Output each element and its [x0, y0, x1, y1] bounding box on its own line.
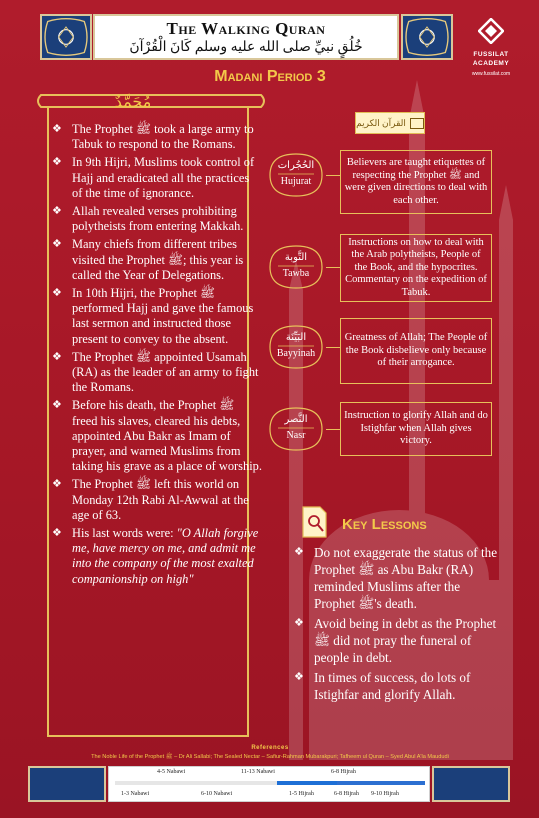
- surah-badge-nasr: [266, 404, 326, 454]
- timeline-label: 1-3 Nabawi: [121, 791, 150, 797]
- surah-english: Tawba: [282, 268, 310, 279]
- surah-badge-bayyinah: [266, 322, 326, 372]
- surah-summary-bayyinah: [340, 318, 492, 384]
- document-search-icon: [300, 505, 330, 539]
- references-text: The Noble Life of the Prophet ﷺ – Dr Ali Sallabi; The Sealed Nectar – Safiur-Rahman Mubarakpuri; Tafheem ul Quran – Syed Abul A'la Maududi: [91, 754, 449, 760]
- surah-badge-hujurat: [266, 150, 326, 200]
- surah-arabic: النَّصر: [284, 414, 308, 425]
- timeline-label: 6-8 Hijrah: [331, 769, 356, 775]
- timeline-label: 4-5 Nabawi: [157, 769, 186, 775]
- surah-summary-text: Instruction to glorify Allah and do Istighfar when Allah gives victory.: [344, 410, 488, 447]
- badge-frame-icon: [266, 404, 326, 454]
- key-lessons-title: Key Lessons: [342, 516, 427, 533]
- timeline-left-ornament-icon: [28, 766, 106, 802]
- badge-frame-icon: [266, 322, 326, 372]
- scroll-heading: مُحَمَّدٌ: [114, 94, 152, 111]
- connector-line: [326, 347, 340, 348]
- connector-line: [326, 175, 340, 176]
- list-item: ❖ In 9th Hijri, Muslims took control of Hajj and eradicated all the practices of the time of ignorance.: [50, 155, 262, 201]
- list-item: ❖ In times of success, do lots of Istighfar and glorify Allah.: [292, 669, 504, 703]
- badge-frame-icon: [266, 242, 326, 292]
- quran-label-text: القرآن الكريم: [356, 117, 406, 128]
- list-item: ❖ The Prophet ﷺ took a large army to Tabuk to respond to the Romans.: [50, 122, 262, 152]
- quran-label: [355, 112, 425, 134]
- logo-name-line2: ACADEMY: [472, 60, 510, 67]
- timeline-right-ornament-icon: [432, 766, 510, 802]
- surah-badge-tawba: [266, 242, 326, 292]
- timeline-label: 6-8 Hijrah: [334, 791, 359, 797]
- timeline-label: 11-13 Nabawi: [241, 769, 275, 775]
- surah-arabic: البَيِّنَة: [285, 332, 307, 343]
- list-item: ❖ Allah revealed verses prohibiting polytheists from entering Makkah.: [50, 204, 262, 234]
- timeline-label: 1-5 Hijrah: [289, 791, 314, 797]
- last-words-quote: "O Allah forgive me, have mercy on me, and admit me into the company of the most exalted companionship on high": [72, 526, 259, 586]
- surah-summary-hujurat: [340, 150, 492, 214]
- page-title: The Walking Quran: [166, 19, 326, 38]
- timeline-segment-current: [337, 781, 425, 785]
- logo-name-line1: FUSSILAT: [473, 51, 509, 58]
- connector-line: [326, 429, 340, 430]
- right-ornament-icon: [401, 14, 453, 60]
- timeline-segment-madani: [277, 781, 337, 785]
- connector-line: [326, 267, 340, 268]
- list-item: [50, 526, 262, 587]
- timeline: [108, 766, 430, 802]
- surah-english: Nasr: [286, 430, 306, 441]
- arabic-subtitle: خُلُقٍ نبيِّ صلى الله عليه وسلم كَانَ الْقُرْآنَ: [129, 40, 363, 55]
- list-item: ❖ Many chiefs from different tribes visited the Prophet ﷺ; this year is called the Year of Delegations.: [50, 237, 262, 283]
- book-icon: [410, 118, 424, 129]
- surah-summary-text: Instructions on how to deal with the Arab polytheists, People of the Book, and the hypocrites. Commentary on the expedition of Tabuk.: [345, 236, 487, 298]
- surah-english: Hujurat: [280, 176, 312, 187]
- period-title: Madani Period 3: [214, 68, 326, 85]
- surah-arabic: التَّوبة: [284, 252, 308, 263]
- list-item: ❖ Before his death, the Prophet ﷺ freed his slaves, cleared his debts, appointed Abu Bakr as Imam of prayer, and warned Muslims from taking his grave as a place of worship.: [50, 398, 262, 474]
- timeline-label: 6-10 Nabawi: [201, 791, 233, 797]
- timeline-label: 9-10 Hijrah: [371, 791, 399, 797]
- surah-english: Bayyinah: [276, 348, 316, 359]
- key-lessons-list: [292, 544, 504, 706]
- list-item: ❖ The Prophet ﷺ appointed Usamah (RA) as the leader of an army to fight the Romans.: [50, 350, 262, 396]
- events-list: [50, 122, 262, 590]
- last-words-prefix: His last words were:: [72, 526, 177, 541]
- references-title: References: [251, 745, 289, 751]
- surah-summary-nasr: [340, 402, 492, 456]
- surah-summary-text: Greatness of Allah; The People of the Book disbelieve only because of their arrogance.: [344, 332, 488, 369]
- list-item: ❖ The Prophet ﷺ left this world on Monday 12th Rabi Al-Awwal at the age of 63.: [50, 477, 262, 523]
- fussilat-logo: [456, 18, 526, 77]
- list-item: ❖ In 10th Hijri, the Prophet ﷺ performed Hajj and gave the famous last sermon and instructed those present to convey to the absent.: [50, 286, 262, 347]
- logo-url: www.fussilat.com: [471, 71, 511, 77]
- badge-frame-icon: [266, 150, 326, 200]
- title-banner: [93, 14, 399, 60]
- surah-summary-text: Believers are taught etiquettes of respecting the Prophet ﷺ and were given directions to deal with each other.: [344, 157, 488, 206]
- surah-arabic: الحُجُرات: [277, 160, 315, 171]
- list-item: ❖ Avoid being in debt as the Prophet ﷺ did not pray the funeral of people in debt.: [292, 615, 504, 666]
- surah-summary-tawba: [340, 234, 492, 302]
- left-ornament-icon: [40, 14, 92, 60]
- logo-mark-icon: [478, 18, 504, 44]
- list-item: ❖ Do not exaggerate the status of the Prophet ﷺ as Abu Bakr (RA) reminded Muslims after the Prophet ﷺ's death.: [292, 544, 504, 612]
- timeline-segment-makki: [115, 781, 277, 785]
